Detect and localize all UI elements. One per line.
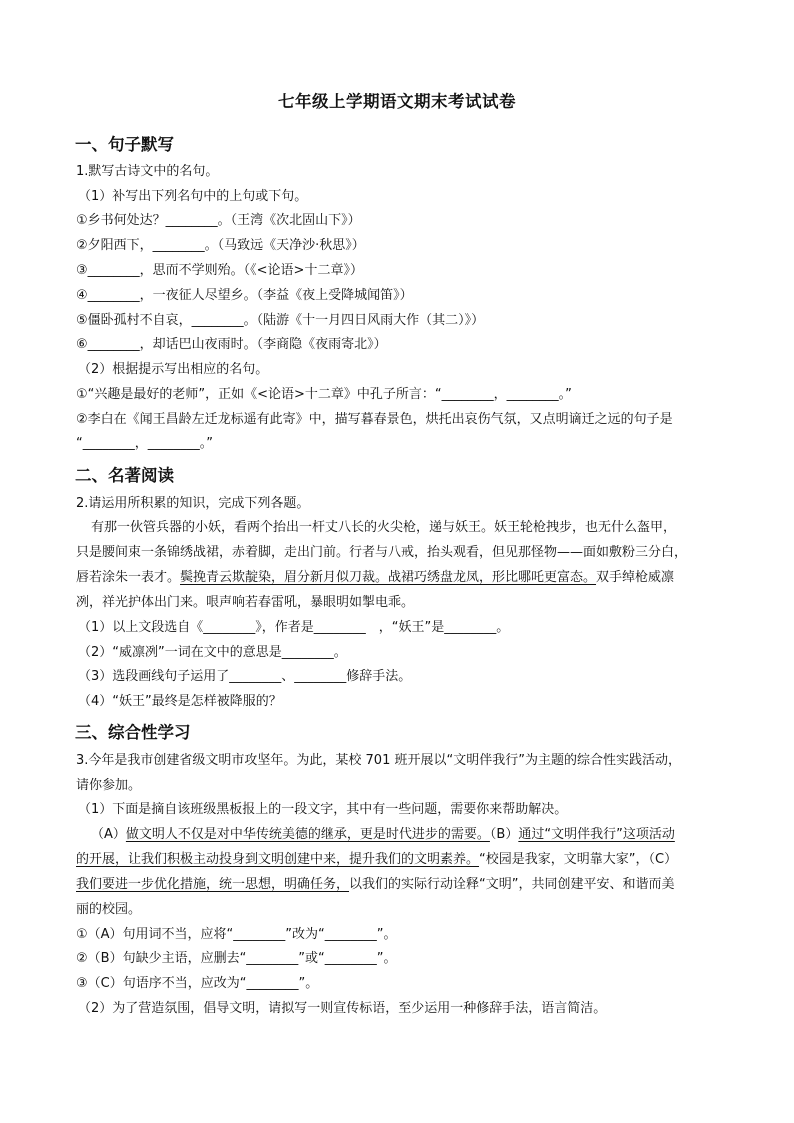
question-1-part-1: （1）补写出下列名句中的上句或下句。 [78, 189, 308, 204]
question-2-sub-3: （3）选段画线句子运用了________、________修辞手法。 [78, 669, 412, 684]
question-2-intro: 2.请运用所积累的知识，完成下列各题。 [76, 496, 310, 511]
board-text-line-1 [91, 827, 675, 843]
fill-line-5: ⑤僵卧孤村不自哀，________。（陆游《十一月四日风雨大作（其二）》） [76, 313, 485, 328]
fill-line-6: ⑥________，却话巴山夜雨时。（李商隐《夜雨寄北》） [76, 337, 387, 352]
question-1-intro: 1.默写古诗文中的名句。 [76, 164, 219, 179]
underlined-sentence-c: 我们要进一步优化措施，统一思想，明确任务， [76, 877, 350, 892]
question-3-sub-2: ②（B）句缺少主语，应删去“________”或“________”。 [76, 951, 397, 966]
underlined-sentence-b-cont: 的开展，让我们积极主动投身到文明创建中来，提升我们的文明素养。 [76, 852, 480, 867]
board-text-line-4: 丽的校园。 [76, 902, 142, 917]
question-1-part-2: （2）根据提示写出相应的名句。 [78, 362, 269, 377]
hint-line-1: ①“兴趣是最好的老师”，正如《<论语>十二章》中孔子所言：“________，________。” [76, 387, 572, 402]
passage-text: 双手绰枪威凛 [596, 570, 675, 585]
section-heading-3: 三、综合性学习 [75, 723, 191, 742]
passage-line-3 [76, 570, 674, 586]
board-text-line-2 [76, 852, 677, 868]
underlined-sentence-a: 做文明人不仅是对中华传统美德的继承，更是时代进步的需要。 [125, 827, 490, 842]
fill-line-2: ②夕阳西下，________。（马致远《天净沙·秋思》） [76, 238, 365, 253]
label-a: （A） [91, 827, 126, 842]
question-2-sub-2: （2）“威凛冽”一词在文中的意思是________。 [78, 645, 347, 660]
question-2-sub-4: （4）“妖王”最终是怎样被降服的？ [78, 694, 282, 709]
passage-line-2: 只是腰间束一条锦绣战裙，赤着脚，走出门前。行者与八戒，抬头观看，但见那怪物——面如敷粉三分白， [76, 545, 688, 560]
fill-line-4: ④________，一夜征人尽望乡。（李益《夜上受降城闻笛》） [76, 288, 413, 303]
passage-text: 唇若涂朱一表才。 [76, 570, 181, 585]
underlined-sentence-b: 通过“文明伴我行”这项活动 [518, 827, 675, 842]
question-3-sub-1: ①（A）句用词不当，应将“________”改为“________”。 [76, 927, 397, 942]
fill-line-1: ①乡书何处达？________。（王湾《次北固山下》） [76, 213, 361, 228]
underlined-sentence: 鬓挽青云欺靛染，眉分新月似刀裁。战裙巧绣盘龙凤，形比哪吒更富态。 [180, 570, 597, 585]
label-b: （B） [489, 827, 519, 842]
board-text-line-3 [76, 877, 675, 893]
question-3-part-2: （2）为了营造氛围，倡导文明，请拟写一则宣传标语，至少运用一种修辞手法，语言简洁。 [78, 1001, 607, 1016]
fill-line-3: ③________，思而不学则殆。（《<论语>十二章》） [76, 263, 363, 278]
hint-line-2: ②李白在《闻王昌龄左迁龙标遥有此寄》中，描写暮春景色，烘托出哀伤气氛，又点明谪迁之远的句子是 [76, 412, 673, 427]
question-3-intro-cont: 请你参加。 [76, 778, 142, 793]
page-title: 七年级上学期语文期末考试试卷 [278, 92, 516, 111]
board-text: 以我们的实际行动诠释“文明”，共同创建平安、和谐而美 [349, 877, 675, 892]
question-3-sub-3: ③（C）句语序不当，应改为“________”。 [76, 976, 319, 991]
question-2-sub-1: （1）以上文段选自《________》，作者是________ ，“妖王”是________。 [78, 620, 510, 635]
question-3-part-1: （1）下面是摘自该班级黑板报上的一段文字，其中有一些问题，需要你来帮助解决。 [78, 802, 568, 817]
board-text: “校园是我家，文明靠大家”，（C） [479, 852, 678, 867]
question-3-intro: 3.今年是我市创建省级文明市攻坚年。为此，某校 701 班开展以“文明伴我行”为主题的综合性实践活动， [76, 753, 681, 768]
section-heading-1: 一、句子默写 [75, 135, 174, 154]
passage-line-1: 有那一伙管兵器的小妖，看两个抬出一杆丈八长的火尖枪，递与妖王。妖王轮枪拽步，也无什么盔甲， [91, 520, 677, 535]
hint-line-2-cont: “________，________。” [76, 436, 213, 451]
passage-line-4: 冽，祥光护体出门来。哏声响若春雷吼，暴眼明如掣电乖。 [76, 595, 415, 610]
section-heading-2: 二、名著阅读 [75, 466, 174, 485]
